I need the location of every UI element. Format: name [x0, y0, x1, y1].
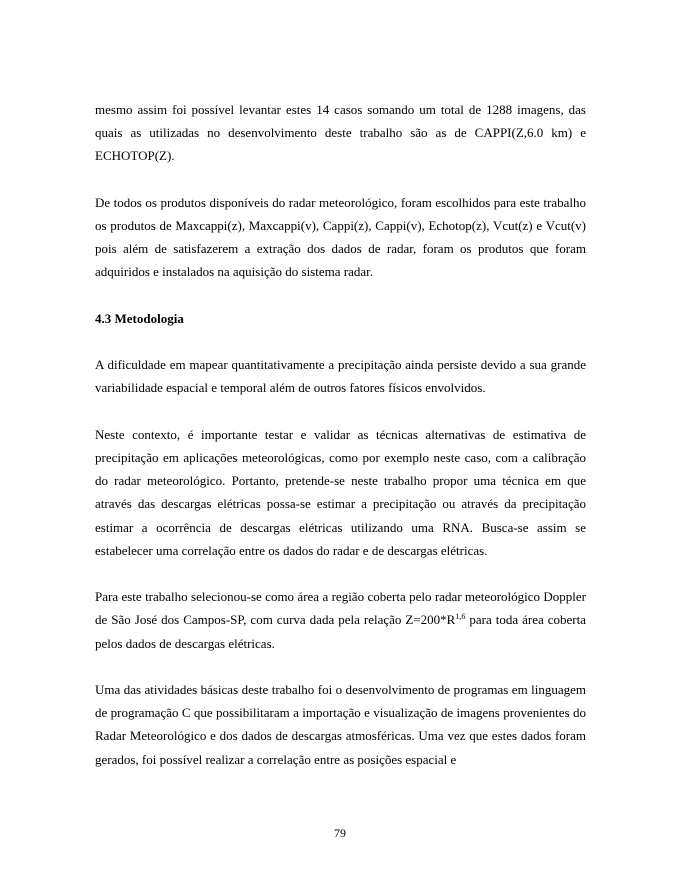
exponent-superscript: 1,6: [455, 612, 466, 622]
paragraph-4: Neste contexto, é importante testar e validar as técnicas alternativas de estimativa de precipitação em aplicações meteorológicas, como por exemplo neste caso, com a calibração do radar meteorológico. Portanto, pretende-se neste trabalho propor uma técnica em que através das descargas elétricas possa-se estimar a precipitação ou através da precipitação estimar a ocorrência de descargas elétricas utilizando uma RNA. Busca-se assim se estabelecer uma correlação entre os dados do radar e de descargas elétricas.: [95, 426, 586, 558]
paragraph-2: De todos os produtos disponíveis do radar meteorológico, foram escolhidos para este trabalho os produtos de Maxcappi(z), Maxcappi(v), Cappi(z), Cappi(v), Echotop(z), Vcut(z) e Vcut(v) pois além de satisfazerem a extração dos dados de radar, foram os produtos que foram adquiridos e instalados na aquisição do sistema radar.: [95, 194, 586, 280]
paragraph-1: mesmo assim foi possível levantar estes 14 casos somando um total de 1288 imagens, das quais as utilizadas no desenvolvimento deste trabalho são as de CAPPI(Z,6.0 km) e ECHOTOP(Z).: [95, 102, 586, 164]
section-heading: 4.3 Metodologia: [95, 310, 184, 326]
paragraph-5-text-start: Para este trabalho selecionou-se como área a região coberta pelo radar meteorológico Doppler de São José dos Campos-SP, com curva dada pela relação Z=200*R: [95, 589, 586, 628]
paragraph-5-text-end: para toda área coberta pelos dados de descargas elétricas.: [95, 612, 586, 651]
page-body: [95, 98, 586, 794]
paragraph-5: [95, 585, 586, 655]
page-number: 79: [334, 826, 346, 840]
paragraph-6: Uma das atividades básicas deste trabalho foi o desenvolvimento de programas em linguagem de programação C que possibilitaram a importação e visualização de imagens provenientes do Radar Meteorológico e dos dados de descargas atmosféricas. Uma vez que estes dados foram gerados, foi possível realizar a correlação entre as posições espacial e: [95, 681, 586, 767]
paragraph-3: A dificuldade em mapear quantitativamente a precipitação ainda persiste devido a sua grande variabilidade espacial e temporal além de outros fatores físicos envolvidos.: [95, 357, 586, 396]
